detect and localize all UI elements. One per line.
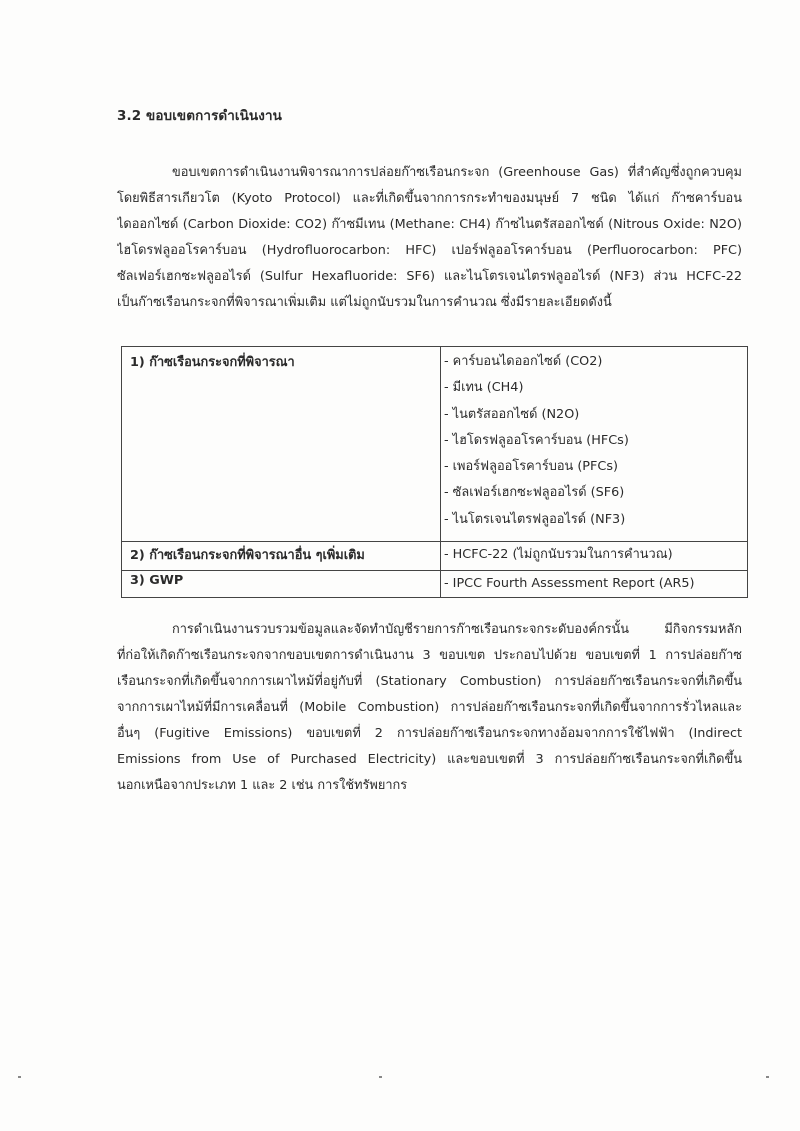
gas-list-item: - HCFC-22 (ไม่ถูกนับรวมในการคำนวณ) bbox=[444, 547, 673, 562]
paragraph-line: การดำเนินงานรวบรวมข้อมูลและจัดทำบัญชีรายการก๊าซเรือนกระจกระดับองค์กรนั้น มีกิจกรรมหลัก bbox=[172, 622, 742, 637]
paragraph-line: จากการเผาไหม้ที่มีการเคลื่อนที่ (Mobile Combustion) การปล่อยก๊าซเรือนกระจกที่เกิดขึ้นจากการรั่วไหลและ bbox=[117, 700, 742, 715]
table-value-cell bbox=[441, 542, 748, 571]
paragraph-line: อื่นๆ (Fugitive Emissions) ขอบเขตที่ 2 การปล่อยก๊าซเรือนกระจกทางอ้อมจากการใช้ไฟฟ้า (Indirect bbox=[117, 726, 742, 741]
table-label-cell: 3) GWP bbox=[122, 571, 441, 598]
paragraph-line: ขอบเขตการดำเนินงานพิจารณาการปล่อยก๊าซเรือนกระจก (Greenhouse Gas) ที่สำคัญซึ่งถูกควบคุม bbox=[172, 165, 742, 180]
paragraph-line: เรือนกระจกที่เกิดขึ้นจากการเผาไหม้ที่อยู่กับที่ (Stationary Combustion) การปล่อยก๊าซเรือนกระจกที่เกิดขึ้น bbox=[117, 674, 742, 689]
gas-list-item: - เพอร์ฟลูออโรคาร์บอน (PFCs) bbox=[444, 459, 618, 475]
scope-intro-paragraph bbox=[117, 160, 742, 316]
gas-list-item: - มีเทน (CH4) bbox=[444, 380, 524, 396]
scan-mark bbox=[379, 1076, 382, 1078]
gas-list-item: - ไนตรัสออกไซด์ (N2O) bbox=[444, 406, 580, 422]
table-value-cell bbox=[441, 347, 748, 542]
greenhouse-gas-scope-table bbox=[121, 346, 748, 598]
paragraph-line: เป็นก๊าซเรือนกระจกที่พิจารณาเพิ่มเติม แต่ไม่ถูกนับรวมในการคำนวณ ซึ่งมีรายละเอียดดังนี้ bbox=[117, 295, 612, 310]
scan-mark bbox=[18, 1076, 21, 1078]
table-label-cell: 1) ก๊าซเรือนกระจกที่พิจารณา bbox=[122, 347, 441, 542]
gas-list-item: - ไฮโดรฟลูออโรคาร์บอน (HFCs) bbox=[444, 432, 629, 448]
paragraph-line: นอกเหนือจากประเภท 1 และ 2 เช่น การใช้ทรัพยากร bbox=[117, 778, 408, 793]
paragraph-line: ไฮโดรฟลูออโรคาร์บอน (Hydrofluorocarbon: HFC) เปอร์ฟลูออโรคาร์บอน (Perfluorocarbon: PFC) bbox=[117, 243, 742, 258]
paragraph-line: ซัลเฟอร์เฮกซะฟลูออไรด์ (Sulfur Hexafluoride: SF6) และไนโตรเจนไตรฟลูออไรด์ (NF3) ส่วน HCFC-22 bbox=[117, 269, 742, 284]
gas-list-item: - ซัลเฟอร์เฮกซะฟลูออไรด์ (SF6) bbox=[444, 485, 625, 501]
paragraph-line: ไดออกไซด์ (Carbon Dioxide: CO2) ก๊าซมีเทน (Methane: CH4) ก๊าซไนตรัสออกไซด์ (Nitrous Oxide: N2O) bbox=[117, 217, 742, 232]
table-value-cell bbox=[441, 571, 748, 598]
table-row bbox=[122, 542, 748, 571]
gas-list-item: - คาร์บอนไดออกไซด์ (CO2) bbox=[444, 354, 603, 369]
table-label-cell: 2) ก๊าซเรือนกระจกที่พิจารณาอื่น ๆเพิ่มเติม bbox=[122, 542, 441, 571]
table-row bbox=[122, 347, 748, 542]
gas-list-item: - ไนโตรเจนไตรฟลูออไรด์ (NF3) bbox=[444, 511, 626, 527]
scan-mark bbox=[766, 1076, 769, 1078]
scope-activities-paragraph bbox=[117, 617, 742, 799]
paragraph-line: ที่ก่อให้เกิดก๊าซเรือนกระจกจากขอบเขตการดำเนินงาน 3 ขอบเขต ประกอบไปด้วย ขอบเขตที่ 1 การปล่อยก๊าซ bbox=[117, 648, 742, 663]
table-row bbox=[122, 571, 748, 598]
paragraph-line: Emissions from Use of Purchased Electricity) และขอบเขตที่ 3 การปล่อยก๊าซเรือนกระจกที่เกิดขึ้น bbox=[117, 752, 742, 767]
gwp-reference: - IPCC Fourth Assessment Report (AR5) bbox=[444, 576, 695, 591]
paragraph-line: โดยพิธีสารเกียวโต (Kyoto Protocol) และที่เกิดขึ้นจากการกระทำของมนุษย์ 7 ชนิด ได้แก่ ก๊าซคาร์บอน bbox=[117, 191, 742, 206]
section-heading: 3.2 ขอบเขตการดำเนินงาน bbox=[117, 108, 282, 124]
